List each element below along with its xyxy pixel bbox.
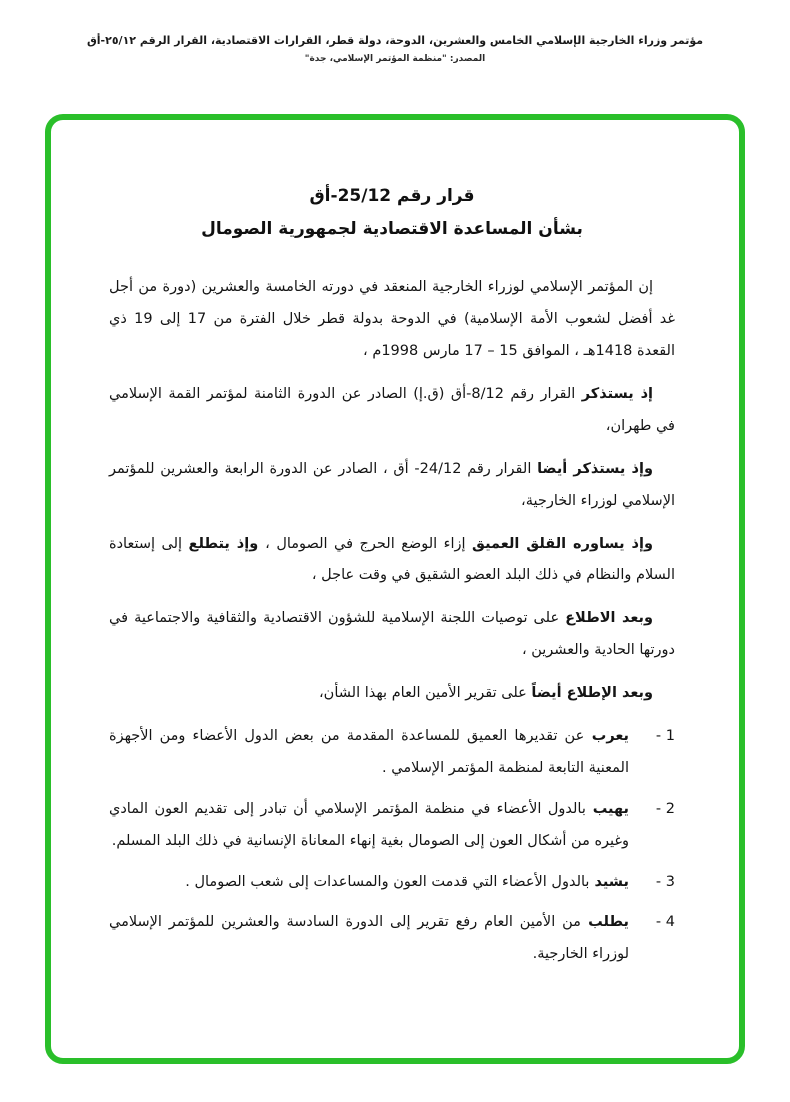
scan-header — [0, 34, 790, 64]
numbered-item — [109, 867, 675, 899]
resolution-subject-title: بشأن المساعدة الاقتصادية لجمهورية الصومال — [201, 219, 583, 240]
item-number: 1 - — [655, 727, 675, 744]
paragraph-lead: وإذ يساوره القلق العميق — [472, 535, 653, 552]
numbered-item — [109, 721, 675, 785]
document-page-frame — [45, 114, 745, 1064]
item-lead: يشيد — [589, 873, 629, 890]
paragraph-text: على تقرير الأمين العام بهذا الشأن، — [318, 685, 532, 702]
item-rest: من الأمين العام رفع تقرير إلى الدورة السادسة والعشرين للمؤتمر الإسلامي لوزراء الخارجية. — [109, 914, 629, 963]
paragraph-text: القرار رقم 24/12- أق ، الصادر عن الدورة الرابعة والعشرين للمؤتمر الإسلامي لوزراء الخارجية، — [109, 460, 675, 509]
paragraph — [109, 678, 675, 710]
item-number: 2 - — [655, 800, 675, 817]
numbered-item — [109, 794, 675, 858]
paragraph-text: إزاء الوضع الحرج في الصومال ، — [265, 535, 473, 552]
item-rest: بالدول الأعضاء في منظمة المؤتمر الإسلامي أن تبادر إلى تقديم العون المادي وغيره من أشكال العون إلى الصومال بغية إنهاء المعاناة الإنسانية في ذلك البلد المسلم. — [109, 800, 629, 849]
paragraph-text: إن المؤتمر الإسلامي لوزراء الخارجية المنعقد في دورته الخامسة والعشرين (دورة من أجل غد أفضل لشعوب الأمة الإسلامية) في الدوحة بدولة قطر خلال الفترة من 17 إلى 19 ذي القعدة 1418هـ ، الموافق 15 – 17 مارس 1998م ، — [109, 279, 675, 360]
paragraph — [109, 603, 675, 667]
paragraph-lead: وبعد الاطلاع — [565, 610, 654, 627]
item-lead: يهيب — [585, 800, 629, 817]
item-lead: يعرب — [584, 727, 629, 744]
paragraph — [109, 379, 675, 443]
paragraph-text: على توصيات اللجنة الإسلامية للشؤون الاقتصادية والثقافية والاجتماعية في دورتها الحادية والعشرين ، — [109, 610, 675, 659]
item-number: 4 - — [655, 914, 675, 931]
operative-items-list — [109, 721, 675, 971]
paragraph-text: إلى إستعادة السلام والنظام في ذلك البلد العضو الشقيق في وقت عاجل ، — [109, 535, 675, 584]
scan-header-source: المصدر: "منظمة المؤتمر الإسلامي، جدة" — [304, 54, 486, 64]
paragraph-lead: وإذ يتطلع — [188, 535, 266, 552]
item-rest: بالدول الأعضاء التي قدمت العون والمساعدات إلى شعب الصومال . — [185, 873, 590, 890]
paragraph — [109, 529, 675, 593]
item-number: 3 - — [655, 873, 675, 890]
paragraph-lead: وإذ يستذكر أيضا — [537, 460, 653, 477]
document-title — [109, 180, 675, 246]
scan-header-citation: مؤتمر وزراء الخارجية الإسلامي الخامس والعشرين، الدوحة، دولة قطر، القرارات الاقتصادية، القرار الرقم ٢٥/١٢-أق — [86, 34, 704, 47]
item-text — [109, 867, 629, 899]
item-text — [109, 721, 629, 785]
resolution-number-title: قرار رقم 25/12-أق — [309, 186, 475, 206]
document-content — [51, 120, 739, 1058]
preamble-paragraphs — [109, 272, 675, 710]
paragraph-text: القرار رقم 8/12-أق (ق.إ) الصادر عن الدورة الثامنة لمؤتمر القمة الإسلامي في طهران، — [109, 385, 675, 434]
numbered-item — [109, 907, 675, 971]
item-text — [109, 794, 629, 858]
paragraph-lead: إذ يستذكر — [581, 385, 654, 402]
paragraph — [109, 454, 675, 518]
item-lead: يطلب — [580, 914, 629, 931]
item-text — [109, 907, 629, 971]
paragraph — [109, 272, 675, 368]
paragraph-lead: وبعد الإطلاع أيضاً — [531, 685, 653, 702]
item-rest: عن تقديرها العميق للمساعدة المقدمة من بعض الدول الأعضاء ومن الأجهزة المعنية التابعة لمنظمة المؤتمر الإسلامي . — [109, 727, 629, 776]
